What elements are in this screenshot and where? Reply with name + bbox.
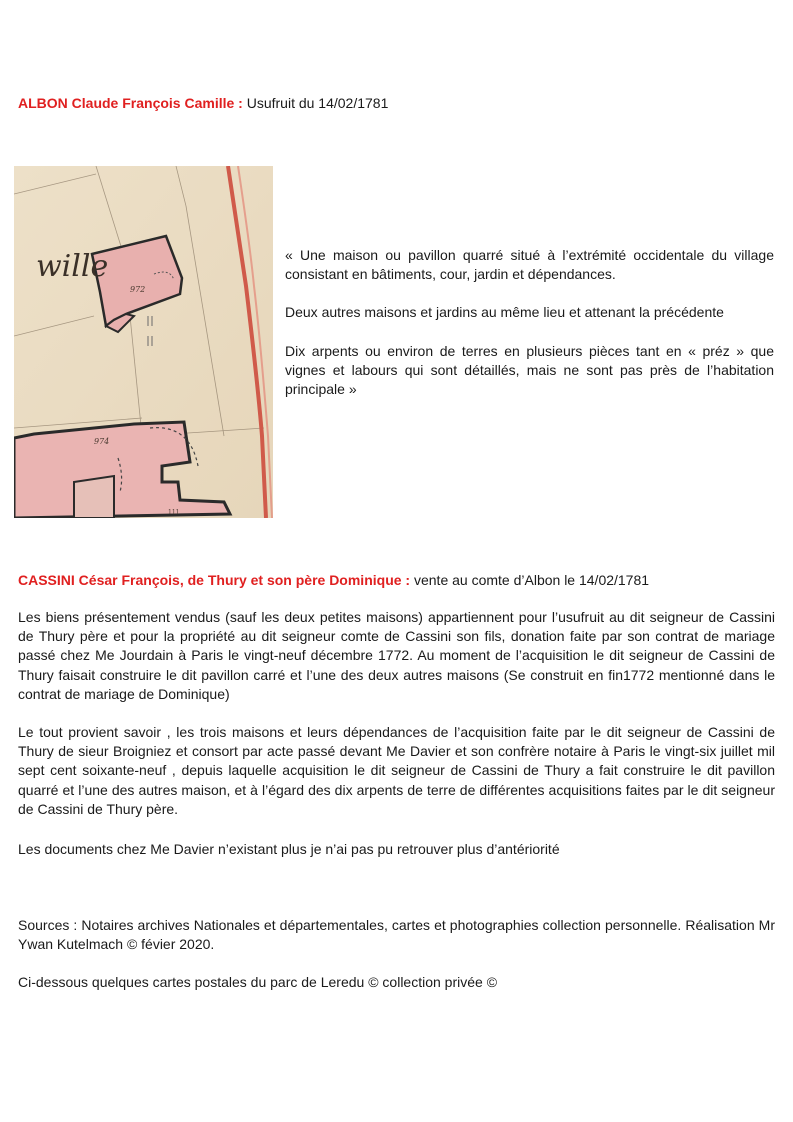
section1-name: ALBON Claude François Camille : bbox=[18, 95, 243, 111]
section1-desc: Usufruit du 14/02/1781 bbox=[242, 95, 389, 111]
section2-paragraph-1: Les biens présentement vendus (sauf les deux petites maisons) appartiennent pour l’usufruit au dit seigneur de Cassini de Thury père et pour la propriété au dit seigneur comte de Cassini son fils, donation faite par son contrat de mariage passé chez Me Jourdain à Paris le vingt-neuf décembre 1772. Au moment de l’acquisition le dit seigneur de Cassini de Thury faisait construire le dit pavillon carré et l’une des deux autres maisons (Se construit en fin1772 mentionné dans le contrat de mariage de Dominique) bbox=[18, 609, 775, 702]
section2-heading bbox=[18, 571, 778, 589]
section2-name: CASSINI César François, de Thury et son père Dominique : bbox=[18, 572, 411, 588]
map-place-label: wille bbox=[36, 249, 109, 284]
cadastral-map-image bbox=[14, 166, 273, 518]
quote-paragraph-3: Dix arpents ou environ de terres en plusieurs pièces tant en « préz » que vignes et labours qui sont détaillés, mais ne sont pas près de l’habitation principale » bbox=[285, 343, 774, 398]
map-plot-label-972: 972 bbox=[130, 285, 146, 294]
svg-text:111: 111 bbox=[168, 509, 180, 516]
section2-paragraph-2: Le tout provient savoir , les trois maisons et leurs dépendances de l’acquisition faite par le dit seigneur de Cassini de Thury de sieur Broigniez et consort par acte passé devant Me Davier et son confrère notaire à Paris le vingt-six juillet mil sept cent soixante-neuf , depuis laquelle acquisition le dit seigneur de Cassini de Thury a fait construire le dit pavillon quarré et l’une des autres maison, et à l’égard des dix arpents de terre de différentes acquisitions faites par le dit seigneur de Cassini de Thury père. bbox=[18, 724, 775, 817]
quote-paragraph-1: « Une maison ou pavillon quarré situé à l’extrémité occidentale du village consistant en bâtiments, cour, jardin et dépendances. bbox=[285, 247, 774, 283]
sources-paragraph: Sources : Notaires archives Nationales et départementales, cartes et photographies collection personnelle. Réalisation Mr Ywan Kutelmach © févier 2020. bbox=[18, 917, 775, 953]
section2-paragraph-3: Les documents chez Me Davier n’existant plus je n’ai pas pu retrouver plus d’antériorité bbox=[18, 841, 560, 857]
section1-heading bbox=[18, 94, 778, 112]
postcards-note: Ci-dessous quelques cartes postales du parc de Leredu © collection privée © bbox=[18, 974, 498, 990]
quote-paragraph-2: Deux autres maisons et jardins au même lieu et attenant la précédente bbox=[285, 304, 724, 320]
map-plot-label-974: 974 bbox=[94, 437, 110, 446]
section2-desc: vente au comte d’Albon le 14/02/1781 bbox=[410, 572, 650, 588]
